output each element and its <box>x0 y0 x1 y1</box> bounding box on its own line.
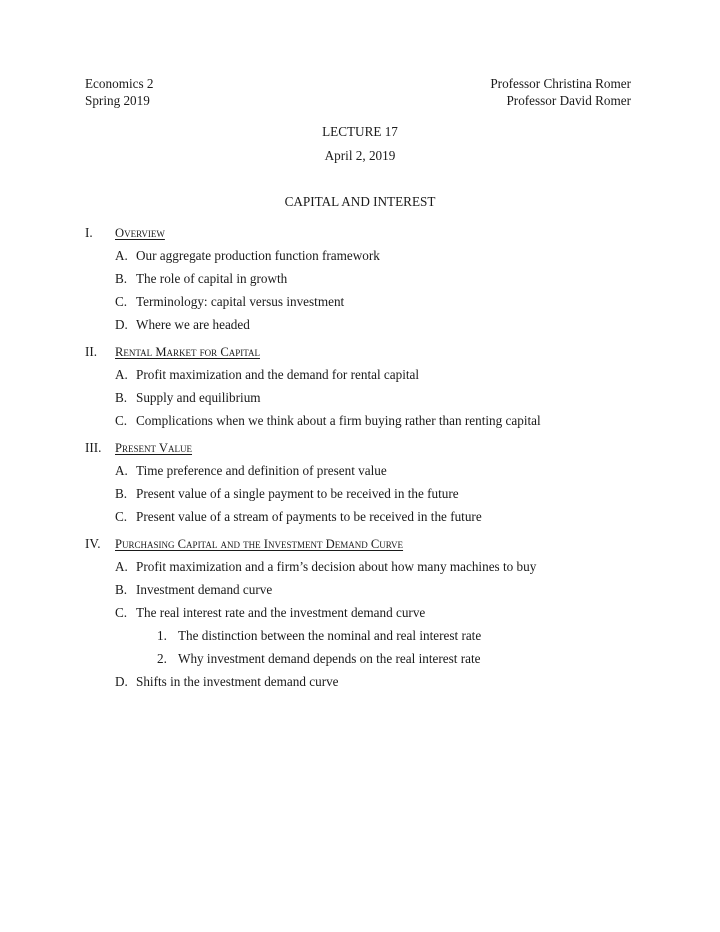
item-letter: C. <box>115 413 128 428</box>
item-letter: C. <box>115 605 128 620</box>
item-letter: D. <box>115 317 128 332</box>
outline-item <box>85 413 645 429</box>
section-title: Present Value <box>115 441 193 455</box>
outline-item <box>85 605 645 621</box>
section-heading <box>85 344 645 360</box>
item-text: Profit maximization and a firm’s decision about how many machines to buy <box>136 559 537 574</box>
outline-item <box>85 367 645 383</box>
item-text: Terminology: capital versus investment <box>136 294 345 309</box>
item-text: The real interest rate and the investment demand curve <box>136 605 426 620</box>
item-text: Investment demand curve <box>136 582 273 597</box>
item-text: Profit maximization and the demand for rental capital <box>136 367 420 382</box>
course-name: Economics 2 <box>85 76 154 91</box>
subitem-number: 1. <box>157 628 167 643</box>
section-title: Purchasing Capital and the Investment Demand Curve <box>115 537 404 551</box>
term: Spring 2019 <box>85 93 150 108</box>
item-letter: C. <box>115 509 128 524</box>
professor-1: Professor Christina Romer <box>490 76 631 91</box>
item-text: Supply and equilibrium <box>136 390 261 405</box>
item-text: Shifts in the investment demand curve <box>136 674 339 689</box>
outline-item <box>85 486 645 502</box>
section-numeral: III. <box>85 440 102 455</box>
lecture-title: CAPITAL AND INTEREST <box>284 194 436 209</box>
outline-section <box>85 344 645 429</box>
lecture-date: April 2, 2019 <box>324 148 396 163</box>
outline-item <box>85 248 645 264</box>
item-text: Complications when we think about a firm buying rather than renting capital <box>136 413 541 428</box>
outline-section <box>85 536 645 690</box>
item-letter: A. <box>115 559 128 574</box>
outline-item <box>85 559 645 575</box>
outline-subitem <box>85 628 645 644</box>
item-letter: D. <box>115 674 128 689</box>
outline-item <box>85 271 645 287</box>
item-text: The role of capital in growth <box>136 271 288 286</box>
outline-subitem <box>85 651 645 667</box>
section-title: Rental Market for Capital <box>115 345 260 359</box>
item-letter: B. <box>115 271 128 286</box>
header-row-2 <box>85 93 631 109</box>
outline-item <box>85 390 645 406</box>
lecture-number: LECTURE 17 <box>322 124 398 139</box>
item-letter: C. <box>115 294 128 309</box>
section-numeral: IV. <box>85 536 101 551</box>
outline-item <box>85 463 645 479</box>
item-text: Present value of a stream of payments to be received in the future <box>136 509 482 524</box>
subitem-text: The distinction between the nominal and real interest rate <box>178 628 482 643</box>
section-numeral: II. <box>85 344 98 359</box>
outline-section <box>85 225 645 333</box>
item-letter: B. <box>115 486 128 501</box>
section-heading <box>85 440 645 456</box>
outline-item <box>85 294 645 310</box>
section-heading <box>85 536 645 552</box>
outline-item <box>85 317 645 333</box>
item-letter: A. <box>115 248 128 263</box>
item-letter: B. <box>115 582 128 597</box>
outline-section <box>85 440 645 525</box>
lecture-outline <box>85 225 645 701</box>
item-letter: A. <box>115 367 128 382</box>
section-title: Overview <box>115 226 165 240</box>
professor-2: Professor David Romer <box>506 93 631 108</box>
header-row-1 <box>85 76 631 92</box>
subitem-number: 2. <box>157 651 167 666</box>
item-letter: A. <box>115 463 128 478</box>
item-text: Present value of a single payment to be received in the future <box>136 486 459 501</box>
subitem-text: Why investment demand depends on the real interest rate <box>178 651 481 666</box>
outline-item <box>85 509 645 525</box>
item-text: Our aggregate production function framework <box>136 248 380 263</box>
item-text: Where we are headed <box>136 317 250 332</box>
item-letter: B. <box>115 390 128 405</box>
section-numeral: I. <box>85 225 93 240</box>
outline-item <box>85 674 645 690</box>
item-text: Time preference and definition of present value <box>136 463 387 478</box>
section-heading <box>85 225 645 241</box>
outline-item <box>85 582 645 598</box>
